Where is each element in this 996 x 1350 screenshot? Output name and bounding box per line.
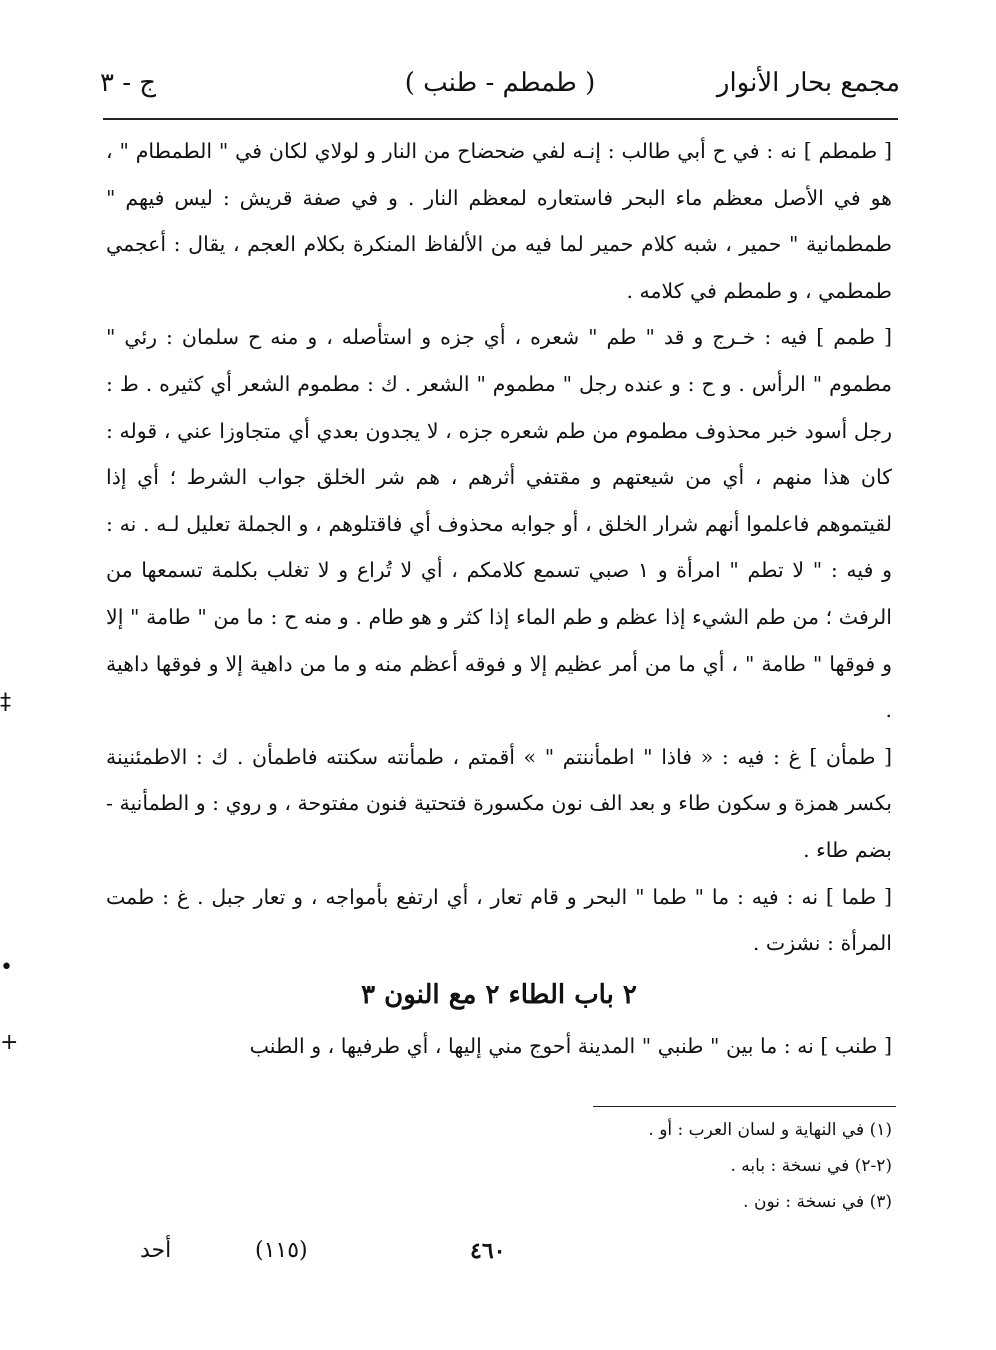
page-number: ٤٦٠ — [470, 1238, 506, 1264]
footnote-1: (١) في النهاية و لسان العرب : أو . — [648, 1120, 892, 1140]
header-rule — [103, 118, 898, 120]
margin-mark: • — [0, 955, 13, 980]
entry-tanab: [ طنب ] نه : ما بين " طنبي " المدينة أحوج مني إليها ، أي طرفيها ، و الطنب — [249, 1033, 892, 1058]
margin-mark: + — [0, 1030, 19, 1055]
entry-tamaan: [ طمأن ] غ : فيه : « فاذا " اطمأننتم " » أقمتم ، طمأنته سكنته فاطمأن . ك : الاطمئنينة بكسر همزة و سكون طاء و بعد الف نون مكسورة فتحتية فنون مفتوحة ، و روي : و الطمأنية - بضم طاء . — [106, 744, 892, 862]
entry-tama: [ طما ] نه : فيه : ما " طما " البحر و قام تعار ، أي ارتفع بأمواجه ، و تعار جبل . غ : طمت المرأة : نشزت . — [106, 884, 892, 956]
footnotes — [500, 1112, 892, 1220]
entry-tamam: [ طمم ] فيه : خـرج و قد " طم " شعره ، أي جزه و استأصله ، و منه ح سلمان : رئي " مطموم " الرأس . و ح : و عنده رجل " مطموم " الشعر . ك : مطموم الشعر أي كثيره . ط : رجل أسود خبر محذوف مطموم من طم شعره جزه ، لا يجدون بعدي أي متجاوزا عني ، قوله : كان هذا منهم ، أي من شيعتهم و مقتفي أثرهم ، هم شر الخلق جواب الشرط ؛ أي إذا لقيتموهم فاعلموا أنهم شرار الخلق ، أو جوابه محذوف أي فاقتلوهم ، و الجملة تعليل لـه . نه : و فيه : " لا تطم " امرأة و ١ صبي تسمع كلامكم ، أي لا تُراع و لا تغلب بكلمة تسمعها من الرفث ؛ من طم الشيء إذا عظم و طم الماء إذا كثر و هو طام . و منه ح : ما من " طامة " إلا و فوقها " طامة " ، أي ما من أمر عظيم إلا و فوقه أعظم منه و ما من داهية إلا و فوقها داهية . — [106, 325, 892, 723]
dictionary-body — [106, 128, 892, 1069]
sheet-number: (١١٥) — [255, 1238, 308, 1263]
entry-tamtam: [ طمطم ] نه : في ح أبي طالب : إنـه لفي ضحضاح من النار و لولاي لكان في " الطمطام " ، هو في الأصل معظم ماء البحر فاستعاره لمعظم النار . و في صفة قريش : ليس فيهم " طمطمانية " حمير ، شبه كلام حمير لما فيه من الألفاظ المنكرة بكلام العجم ، يقال : أعجمي طمطمي ، و طمطم في كلامه . — [106, 139, 892, 303]
section-heading: ٢ باب الطاء ٢ مع النون ٣ — [361, 979, 637, 1010]
volume-label: ج - ٣ — [100, 68, 157, 98]
footnote-3: (٣) في نسخة : نون . — [743, 1192, 892, 1212]
entry-range: ( طمطم - طنب ) — [404, 68, 596, 98]
running-header — [100, 68, 900, 112]
margin-mark: ‡ — [0, 690, 11, 715]
footnote-2: (٢-٢) في نسخة : بابه . — [730, 1156, 892, 1176]
book-title: مجمع بحار الأنوار — [716, 68, 900, 98]
signature-mark: أحد — [140, 1238, 172, 1263]
footnote-rule — [593, 1106, 896, 1107]
